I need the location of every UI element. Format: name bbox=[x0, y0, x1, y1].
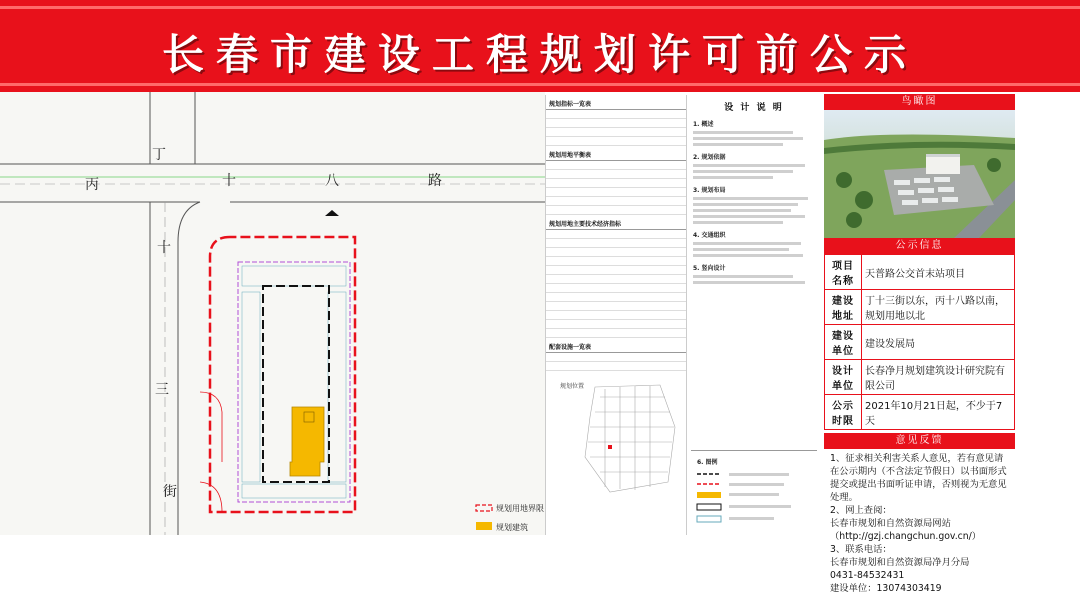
site-plan bbox=[0, 92, 545, 535]
street-char: 十 bbox=[157, 240, 171, 256]
street-char: 丙 bbox=[85, 177, 99, 193]
row-value: 丁十三街以东，丙十八路以南，规划用地以北 bbox=[862, 290, 1015, 325]
design-notes-title: 设 计 说 明 bbox=[724, 103, 784, 113]
row-key: 建设地址 bbox=[825, 290, 862, 325]
minimap-drawing bbox=[550, 377, 682, 497]
feedback-phone: 0431-84532431 bbox=[830, 570, 905, 581]
site-plan-drawing bbox=[0, 92, 545, 535]
feedback-phone: 建设单位：13074303419 bbox=[830, 583, 942, 594]
aerial-view bbox=[824, 110, 1015, 238]
notes-section: 5. 竖向设计 bbox=[693, 265, 726, 272]
table-title: 配套设施一览表 bbox=[546, 341, 686, 353]
header-banner bbox=[0, 0, 1080, 92]
design-notes bbox=[686, 95, 821, 535]
row-key: 建设单位 bbox=[825, 325, 862, 360]
table-row bbox=[825, 290, 1015, 325]
feedback-para: 长春市规划和自然资源局网站 bbox=[830, 518, 951, 529]
row-value: 建设发展局 bbox=[862, 325, 1015, 360]
aerial-render bbox=[824, 110, 1015, 238]
feedback-para: 1、征求相关利害关系人意见，若有意见请在公示期内（不含法定节假日）以书面形式提交或提出书面听证申请，否则视为无意见处理。 bbox=[830, 453, 1007, 503]
notes-legend-drawing bbox=[691, 468, 811, 528]
table-title: 规划指标一览表 bbox=[546, 98, 686, 110]
table-row bbox=[825, 360, 1015, 395]
tech-econ-table bbox=[546, 230, 686, 338]
feedback-para: 3、联系电话： bbox=[830, 544, 892, 555]
notes-section: 3. 规划布局 bbox=[693, 187, 726, 194]
indicator-table bbox=[546, 110, 686, 146]
street-char: 十 bbox=[222, 173, 236, 189]
land-balance-table bbox=[546, 161, 686, 215]
feedback-para: 2、网上查阅： bbox=[830, 505, 892, 516]
row-value: 2021年10月21日起，不少于7天 bbox=[862, 395, 1015, 430]
street-char: 三 bbox=[155, 382, 169, 398]
feedback-title: 意见反馈 bbox=[824, 433, 1015, 449]
row-value: 长春净月规划建筑设计研究院有限公司 bbox=[862, 360, 1015, 395]
banner-stripe-top bbox=[0, 6, 1080, 9]
row-value: 天普路公交首末站项目 bbox=[862, 255, 1015, 290]
notes-section: 6. 图例 bbox=[697, 459, 718, 466]
facilities-table bbox=[546, 353, 686, 371]
notes-legend bbox=[691, 450, 817, 531]
info-table bbox=[824, 254, 1015, 430]
street-char: 丁 bbox=[152, 147, 166, 163]
street-char: 八 bbox=[325, 173, 339, 189]
row-key: 设计单位 bbox=[825, 360, 862, 395]
table-title: 规划用地平衡表 bbox=[546, 149, 686, 161]
table-title: 规划用地主要技术经济指标 bbox=[546, 218, 686, 230]
table-row bbox=[825, 255, 1015, 290]
notes-section: 2. 规划依据 bbox=[693, 154, 726, 161]
info-panel bbox=[824, 94, 1015, 594]
table-row bbox=[825, 325, 1015, 360]
page-title: 长春市建设工程规划许可前公示 bbox=[161, 30, 918, 79]
legend-boundary-label: 规划用地界限 bbox=[496, 504, 544, 513]
street-char: 路 bbox=[428, 173, 442, 189]
minimap-label: 规划位置 bbox=[560, 383, 585, 390]
feedback-url: （http://gzj.changchun.gov.cn/） bbox=[830, 531, 982, 542]
info-title: 公示信息 bbox=[824, 238, 1015, 254]
street-char: 街 bbox=[163, 484, 177, 500]
row-key: 公示时限 bbox=[825, 395, 862, 430]
table-row bbox=[825, 395, 1015, 430]
feedback-text bbox=[824, 449, 1015, 595]
location-minimap bbox=[550, 377, 682, 497]
row-key: 项目名称 bbox=[825, 255, 862, 290]
notes-section: 4. 交通组织 bbox=[693, 232, 726, 239]
indicator-tables bbox=[545, 95, 686, 535]
notes-section: 1. 概述 bbox=[693, 121, 714, 128]
feedback-para: 长春市规划和自然资源局净月分局 bbox=[830, 557, 970, 568]
legend-building-label: 规划建筑 bbox=[496, 523, 528, 532]
banner-stripe-bottom bbox=[0, 83, 1080, 86]
aerial-title: 鸟瞰图 bbox=[824, 94, 1015, 110]
